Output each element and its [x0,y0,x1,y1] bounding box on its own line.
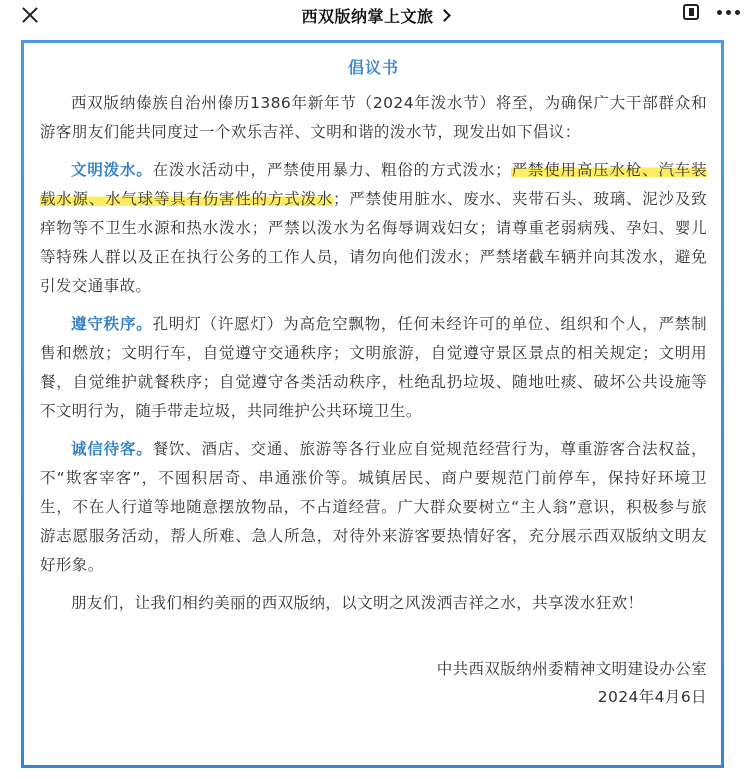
signature-date: 2024年4月6日 [597,688,707,706]
section-heading: 遵守秩序。 [71,315,153,333]
section-civilized-water [40,156,707,301]
section-heading: 诚信待客。 [71,440,153,458]
section-text: 餐饮、酒店、交通、旅游等各行业应自觉规范经营行为，尊重游客合法权益，不“欺客宰客”，不囤积居奇、串通涨价等。城镇居民、商户要规范门前停车，保持好环境卫生，不在人行道等地随意摆放物品，不占道经营。广大群众要树立“主人翁”意识，积极参与旅游志愿服务活动，帮人所难、急人所急，对待外来游客要热情好客，充分展示西双版纳文明友好形象。 [40,440,707,574]
section-honesty [40,435,707,580]
account-title-link[interactable] [301,4,448,27]
section-text: 在泼水活动中，严禁使用暴力、粗俗的方式泼水； [152,161,512,179]
signature-org: 中共西双版纳州委精神文明建设办公室 [436,660,707,678]
section-text: 孔明灯（许愿灯）为高危空飘物，任何未经许可的单位、组织和个人，严禁制售和燃放；文明行车，自觉遵守交通秩序；文明旅游，自觉遵守景区景点的相关规定；文明用餐，自觉维护就餐秩序；自觉遵守各类活动秩序，杜绝乱扔垃圾、随地吐痰、破坏公共设施等不文明行为，随手带走垃圾，共同维护公共环境卫生。 [40,315,707,420]
chevron-right-icon [438,9,451,22]
close-icon[interactable] [18,4,42,26]
section-heading: 文明泼水。 [71,161,153,179]
section-text: ；严禁使用脏水、废水、夹带石头、玻璃、泥沙及致痒物等不卫生水源和热水泼水；严禁以泼水为名侮辱调戏妇女；请尊重老弱病残、孕妇、婴儿等特殊人群以及正在执行公务的工作人员，请勿向他们泼水；严禁堵截车辆并向其泼水，避免引发交通事故。 [40,190,708,295]
page-title: 西双版纳掌上文旅 [301,6,434,26]
more-icon[interactable] [717,10,740,15]
document-title: 倡议书 [347,58,399,77]
section-order [40,310,707,426]
closing-paragraph: 朋友们，让我们相约美丽的西双版纳，以文明之风泼洒吉祥之水，共享泼水狂欢！ [71,594,644,612]
minimize-icon[interactable] [683,4,699,20]
highlighted-text: 严禁使用高压水枪、汽车装载水源、水气球等具有伤害性的方式泼水 [40,161,707,208]
top-bar [0,0,750,30]
toolbar [683,4,740,20]
document-body [24,43,721,765]
intro-paragraph: 西双版纳傣族自治州傣历1386年新年节（2024年泼水节）将至，为确保广大干部群众和游客朋友们能共同度过一个欢乐吉祥、文明和谐的泼水节，现发出如下倡议： [40,94,707,141]
document-frame [21,40,724,768]
